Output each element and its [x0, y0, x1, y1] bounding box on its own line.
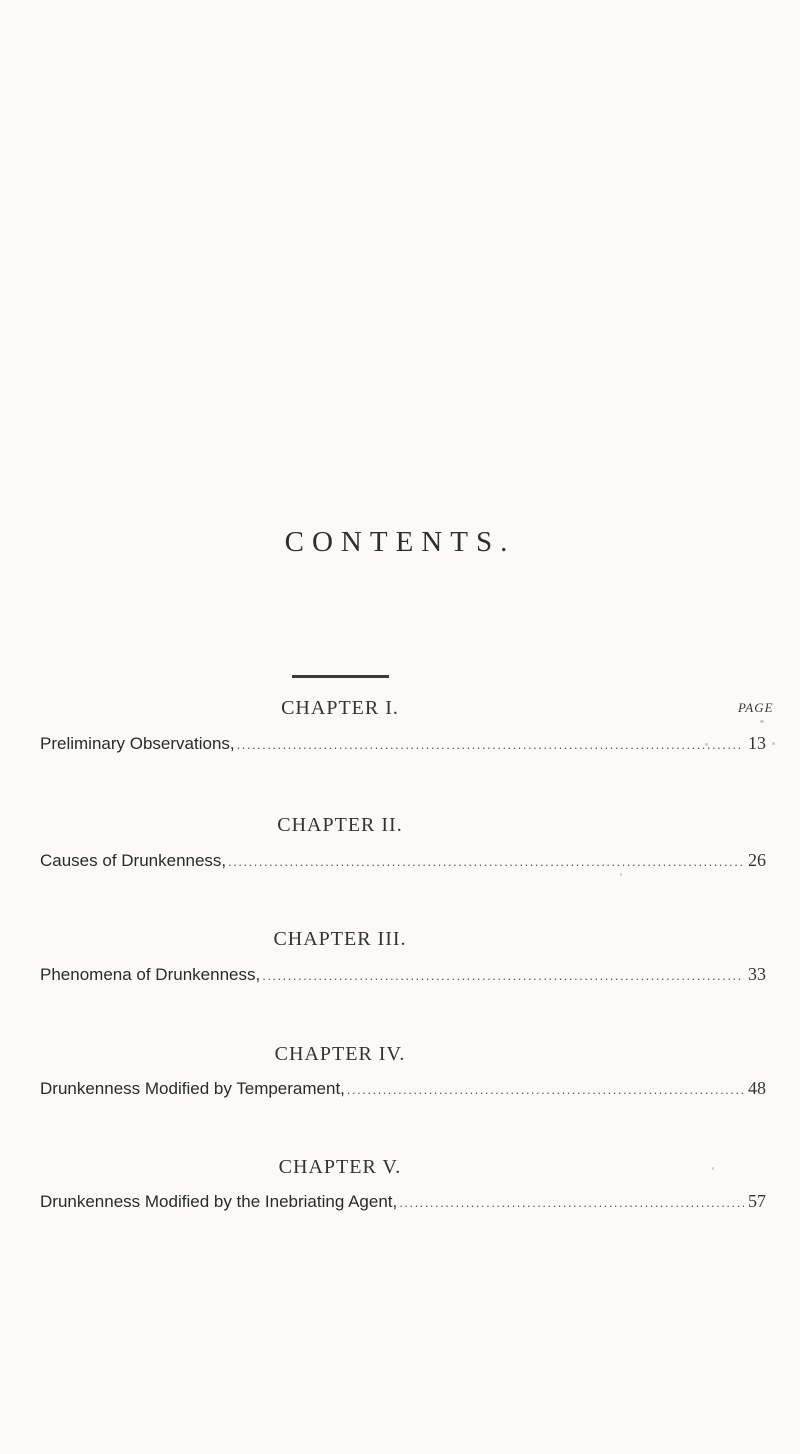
- toc-entry-title: Drunkenness Modified by Temperament,: [40, 1079, 345, 1098]
- paper-speck: [620, 873, 622, 876]
- dot-leader: [228, 854, 744, 869]
- toc-entry: [40, 1191, 766, 1212]
- toc-entry: [40, 1078, 766, 1099]
- toc-entry-title: Drunkenness Modified by the Inebriating Agent,: [40, 1192, 398, 1211]
- toc-entry-page: 48: [748, 1078, 766, 1098]
- dot-leader: [347, 1082, 744, 1097]
- toc-entry-page: 13: [748, 733, 766, 753]
- paper-speck: [772, 742, 775, 745]
- paper-speck: [760, 720, 764, 723]
- toc-entry-page: 57: [748, 1191, 766, 1211]
- page-column-label: PAGE: [738, 700, 774, 715]
- title-rule: [292, 675, 389, 678]
- toc-entry-page: 26: [748, 850, 766, 870]
- toc-entry-title: Preliminary Observations,: [40, 734, 235, 753]
- toc-entry-title: Phenomena of Drunkenness,: [40, 965, 261, 984]
- dot-leader: [262, 968, 744, 983]
- toc-entry: [40, 733, 766, 754]
- paper-speck: [712, 1167, 714, 1170]
- chapter-heading: CHAPTER I.: [281, 697, 399, 719]
- dot-leader: [399, 1195, 744, 1210]
- toc-entry: [40, 850, 766, 871]
- paper-speck: [705, 743, 708, 746]
- toc-entry-page: 33: [748, 964, 766, 984]
- chapter-heading: CHAPTER III.: [273, 928, 407, 950]
- page-title: CONTENTS.: [284, 526, 516, 558]
- dot-leader: [237, 737, 744, 752]
- toc-entry-title: Causes of Drunkenness,: [40, 851, 227, 870]
- toc-entry: [40, 964, 766, 985]
- chapter-heading: CHAPTER V.: [278, 1156, 402, 1178]
- chapter-heading: CHAPTER IV.: [274, 1043, 406, 1065]
- chapter-heading: CHAPTER II.: [277, 814, 403, 836]
